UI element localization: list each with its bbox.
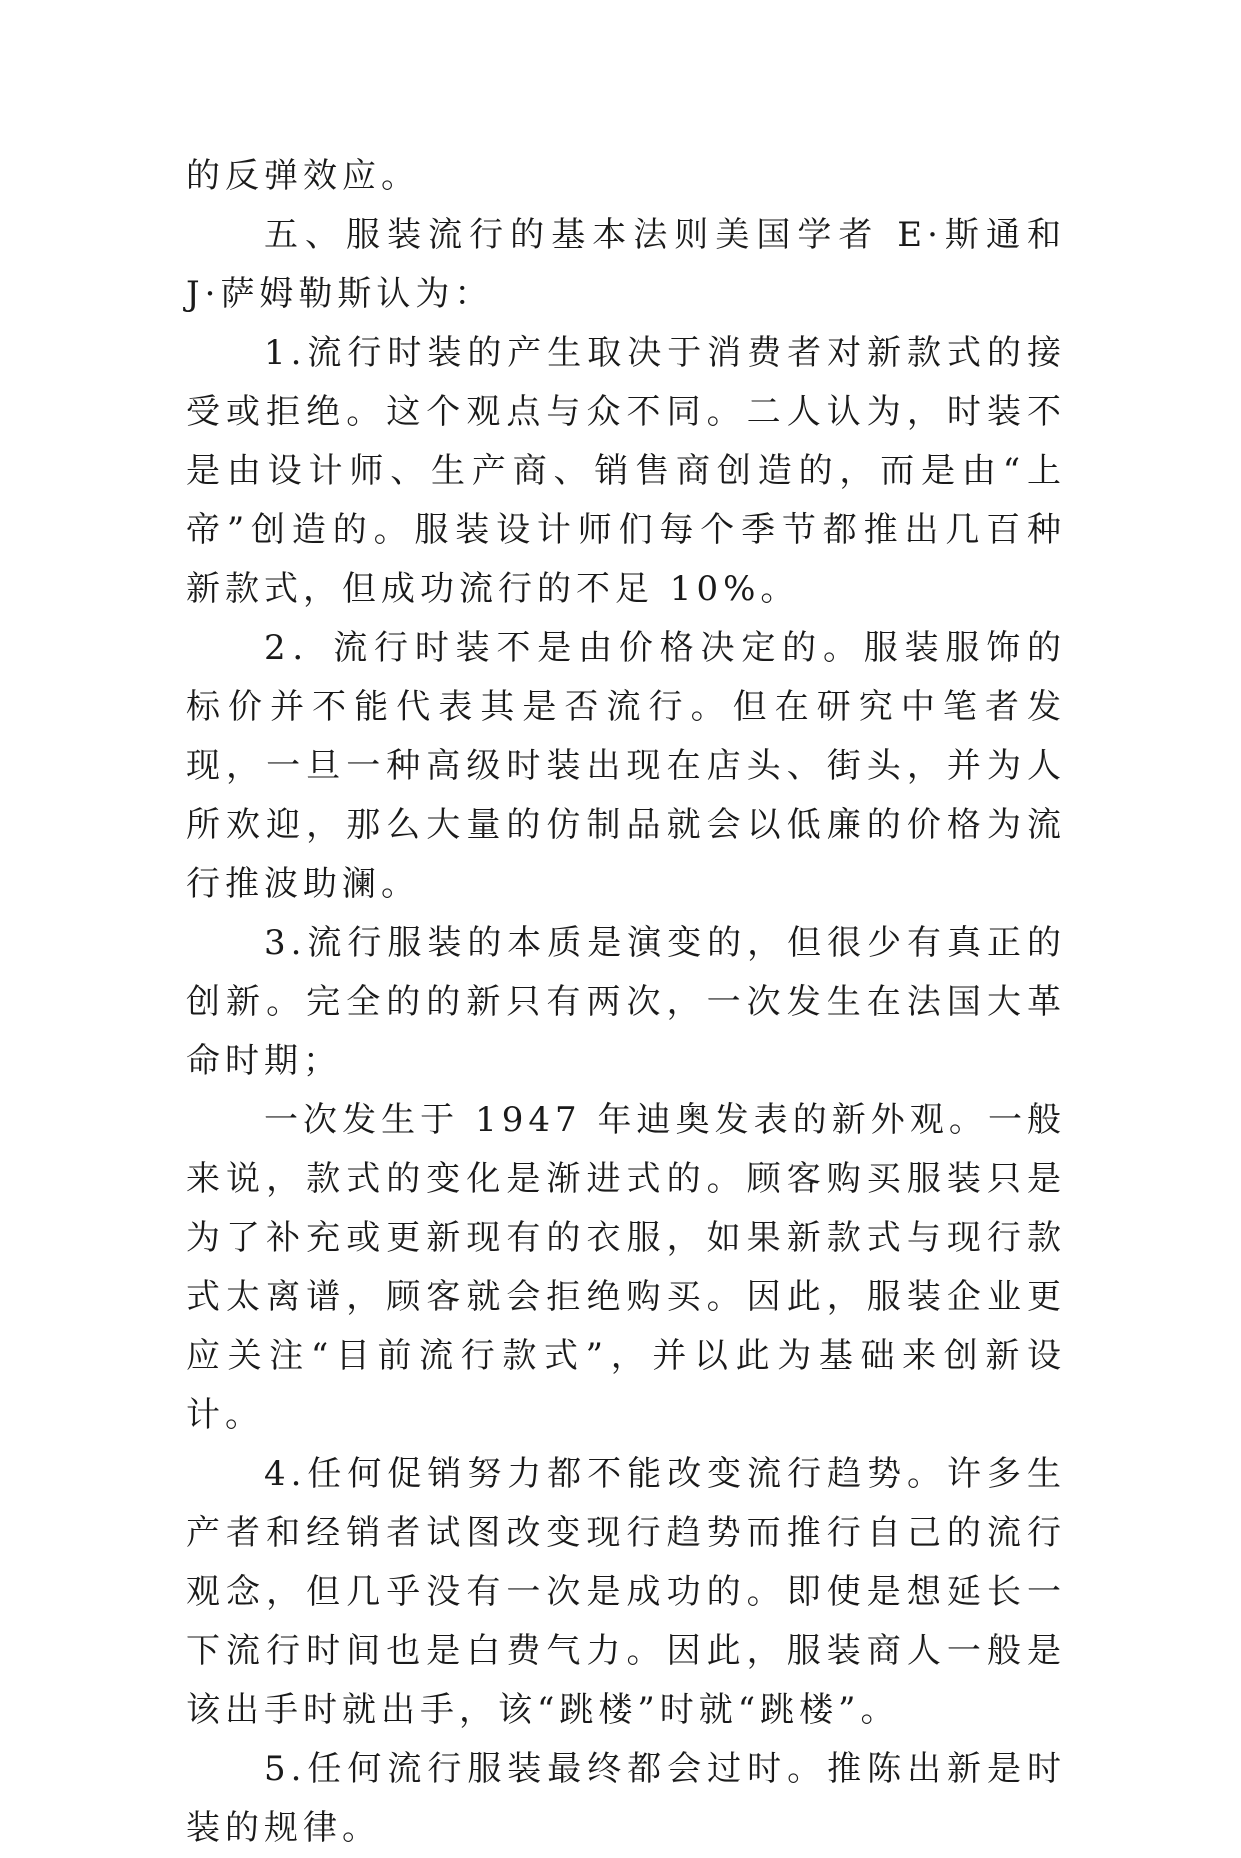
paragraph: 5.任何流行服装最终都会过时。推陈出新是时装的规律。 <box>186 1749 1066 1848</box>
paragraph: 五、服装流行的基本法则美国学者 E·斯通和 J·萨姆勒斯认为： <box>186 215 1066 314</box>
paragraph: 3.流行服装的本质是演变的，但很少有真正的创新。完全的的新只有两次，一次发生在法国大革命时期； <box>186 923 1066 1081</box>
paragraph: 2．流行时装不是由价格决定的。服装服饰的标价并不能代表其是否流行。但在研究中笔者发现，一旦一种高级时装出现在店头、街头，并为人所欢迎，那么大量的仿制品就会以低廉的价格为流行推波助澜。 <box>186 628 1066 904</box>
body-text <box>186 147 1066 1858</box>
paragraph: 一次发生于 1947 年迪奥发表的新外观。一般来说，款式的变化是渐进式的。顾客购买服装只是为了补充或更新现有的衣服，如果新款式与现行款式太离谱，顾客就会拒绝购买。因此，服装企业更应关注“目前流行款式”，并以此为基础来创新设计。 <box>186 1100 1066 1435</box>
paragraph: 1.流行时装的产生取决于消费者对新款式的接受或拒绝。这个观点与众不同。二人认为，时装不是由设计师、生产商、销售商创造的，而是由“上帝”创造的。服装设计师们每个季节都推出几百种新款式，但成功流行的不足 10%。 <box>186 333 1066 609</box>
paragraph: 4.任何促销努力都不能改变流行趋势。许多生产者和经销者试图改变现行趋势而推行自己的流行观念，但几乎没有一次是成功的。即使是想延长一下流行时间也是白费气力。因此，服装商人一般是该出手时就出手，该“跳楼”时就“跳楼”。 <box>186 1454 1066 1730</box>
paragraph: 的反弹效应。 <box>186 156 420 196</box>
